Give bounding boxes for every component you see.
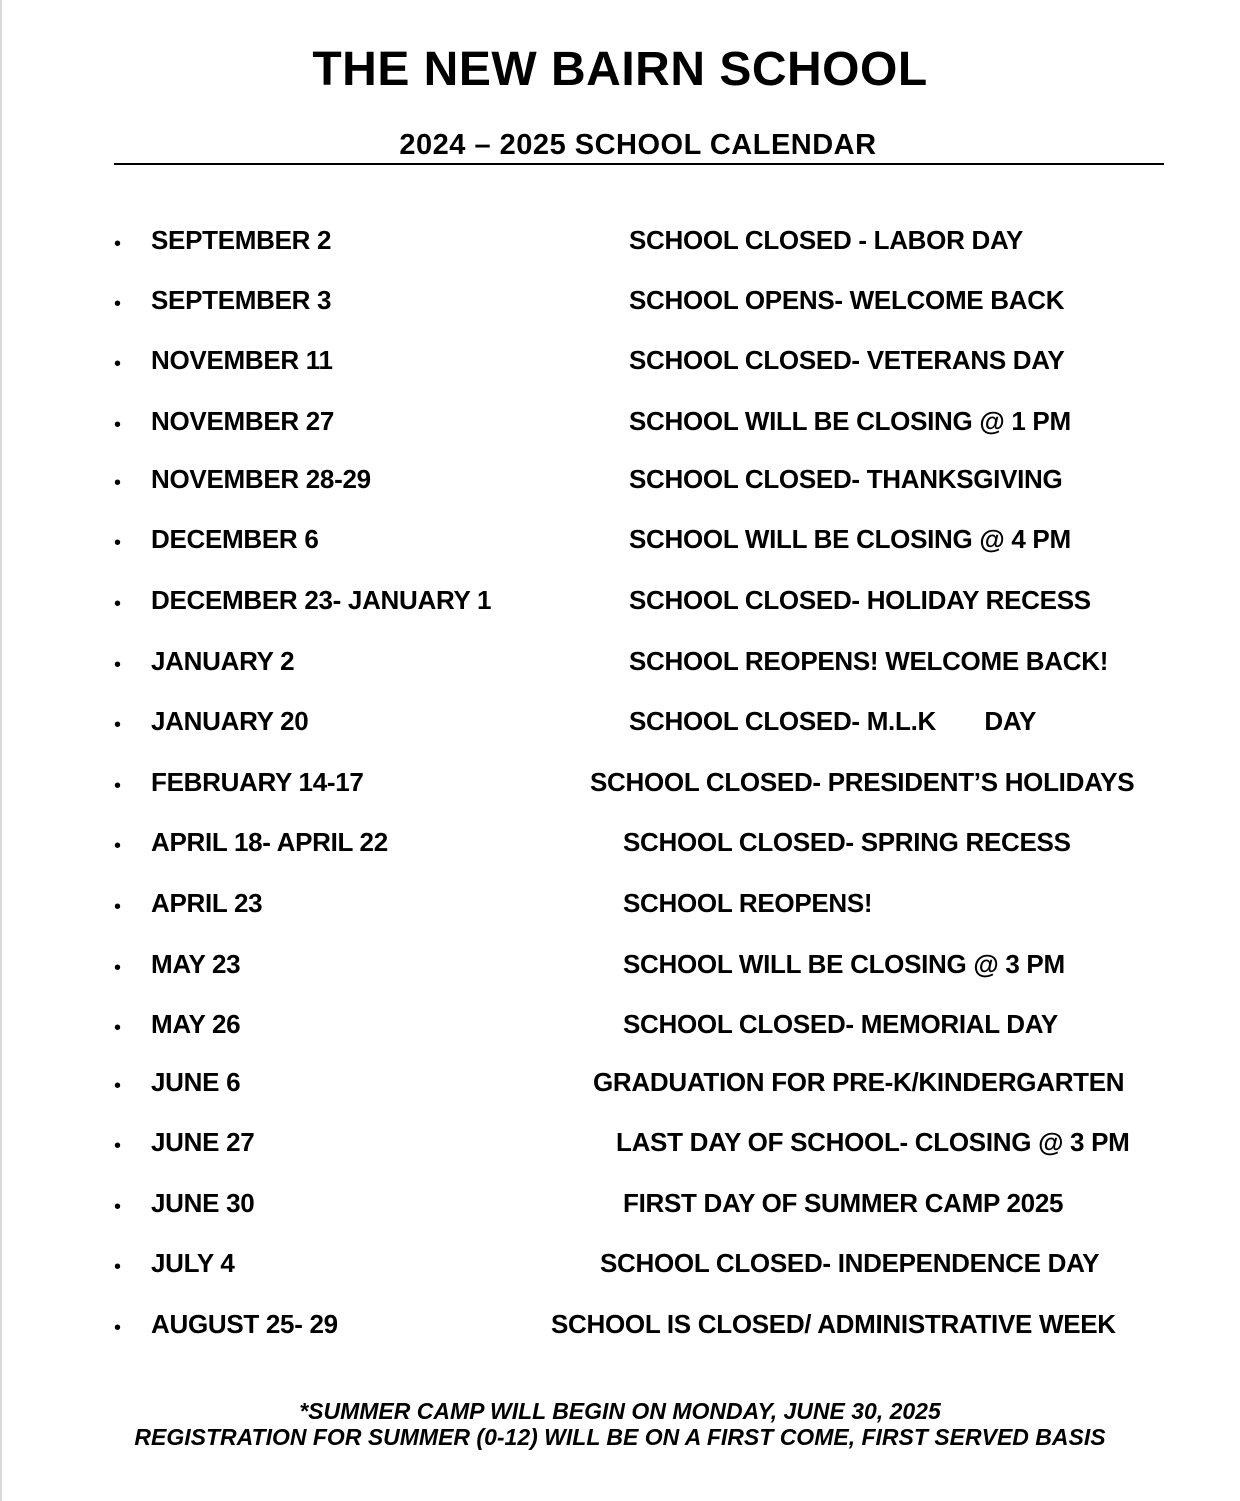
calendar-row [0,645,1240,685]
bullet-icon: • [114,896,122,918]
calendar-row [0,284,1240,324]
title-divider [114,163,1164,165]
calendar-row [0,344,1240,384]
calendar-date: JULY 4 [151,1248,235,1278]
calendar-event: SCHOOL CLOSED- VETERANS DAY [629,345,1065,375]
page-title: THE NEW BAIRN SCHOOL [312,43,928,96]
calendar-event: SCHOOL CLOSED- INDEPENDENCE DAY [600,1248,1100,1278]
bullet-icon: • [114,775,122,797]
calendar-row [0,584,1240,624]
bullet-icon: • [114,532,122,554]
calendar-event: GRADUATION FOR PRE-K/KINDERGARTEN [593,1067,1125,1097]
calendar-event: SCHOOL WILL BE CLOSING @ 3 PM [623,949,1065,979]
bullet-icon: • [114,1017,122,1039]
calendar-row [0,948,1240,988]
calendar-row [0,463,1240,503]
calendar-event: SCHOOL REOPENS! WELCOME BACK! [629,646,1109,676]
calendar-row [0,405,1240,445]
calendar-row [0,523,1240,563]
bullet-icon: • [114,414,122,436]
calendar-row [0,1187,1240,1227]
calendar-date: NOVEMBER 27 [151,406,335,436]
calendar-date: MAY 23 [151,949,241,979]
bullet-icon: • [114,1196,122,1218]
calendar-event: SCHOOL CLOSED- MEMORIAL DAY [623,1009,1058,1039]
calendar-event: SCHOOL CLOSED- THANKSGIVING [629,464,1063,494]
calendar-event: FIRST DAY OF SUMMER CAMP 2025 [623,1188,1064,1218]
calendar-event: SCHOOL CLOSED - LABOR DAY [629,225,1024,255]
calendar-date: APRIL 23 [151,888,263,918]
calendar-row [0,705,1240,745]
bullet-icon: • [114,654,122,676]
bullet-icon: • [114,714,122,736]
bullet-icon: • [114,293,122,315]
bullet-icon: • [114,957,122,979]
bullet-icon: • [114,1075,122,1097]
calendar-date: AUGUST 25- 29 [151,1309,338,1339]
calendar-event: SCHOOL WILL BE CLOSING @ 1 PM [629,406,1071,436]
calendar-row [0,1066,1240,1106]
calendar-date: DECEMBER 23- JANUARY 1 [151,585,492,615]
calendar-date: SEPTEMBER 3 [151,285,332,315]
calendar-event: LAST DAY OF SCHOOL- CLOSING @ 3 PM [616,1127,1130,1157]
calendar-row [0,1308,1240,1348]
calendar-row [0,1008,1240,1048]
calendar-row [0,1126,1240,1166]
calendar-row [0,826,1240,866]
calendar-date: DECEMBER 6 [151,524,319,554]
calendar-event: SCHOOL CLOSED- HOLIDAY RECESS [629,585,1091,615]
calendar-date: JUNE 6 [151,1067,241,1097]
bullet-icon: • [114,1317,122,1339]
bullet-icon: • [114,472,122,494]
bullet-icon: • [114,593,122,615]
calendar-date: JANUARY 2 [151,646,295,676]
calendar-event: SCHOOL OPENS- WELCOME BACK [629,285,1065,315]
bullet-icon: • [114,233,122,255]
calendar-date: JUNE 30 [151,1188,255,1218]
calendar-event: SCHOOL WILL BE CLOSING @ 4 PM [629,524,1071,554]
calendar-event: SCHOOL REOPENS! [623,888,873,918]
registration-note: REGISTRATION FOR SUMMER (0-12) WILL BE ON A FIRST COME, FIRST SERVED BASIS [134,1424,1106,1450]
calendar-date: SEPTEMBER 2 [151,225,332,255]
calendar-date: NOVEMBER 11 [151,345,333,375]
bullet-icon: • [114,353,122,375]
calendar-date: MAY 26 [151,1009,241,1039]
bullet-icon: • [114,1135,122,1157]
calendar-date: APRIL 18- APRIL 22 [151,827,388,857]
calendar-date: NOVEMBER 28-29 [151,464,371,494]
calendar-event: SCHOOL CLOSED- SPRING RECESS [623,827,1071,857]
summer-camp-note: *SUMMER CAMP WILL BEGIN ON MONDAY, JUNE 30, 2025 [299,1398,941,1424]
calendar-row [0,224,1240,264]
calendar-row [0,766,1240,806]
calendar-event: SCHOOL IS CLOSED/ ADMINISTRATIVE WEEK [551,1309,1116,1339]
calendar-row [0,887,1240,927]
calendar-date: FEBRUARY 14-17 [151,767,364,797]
calendar-subtitle: 2024 – 2025 SCHOOL CALENDAR [399,129,877,161]
bullet-icon: • [114,1256,122,1278]
calendar-date: JANUARY 20 [151,706,309,736]
calendar-row [0,1247,1240,1287]
calendar-event: SCHOOL CLOSED- M.L.K DAY [629,706,1037,736]
bullet-icon: • [114,835,122,857]
calendar-event: SCHOOL CLOSED- PRESIDENT’S HOLIDAYS [590,767,1135,797]
calendar-date: JUNE 27 [151,1127,255,1157]
